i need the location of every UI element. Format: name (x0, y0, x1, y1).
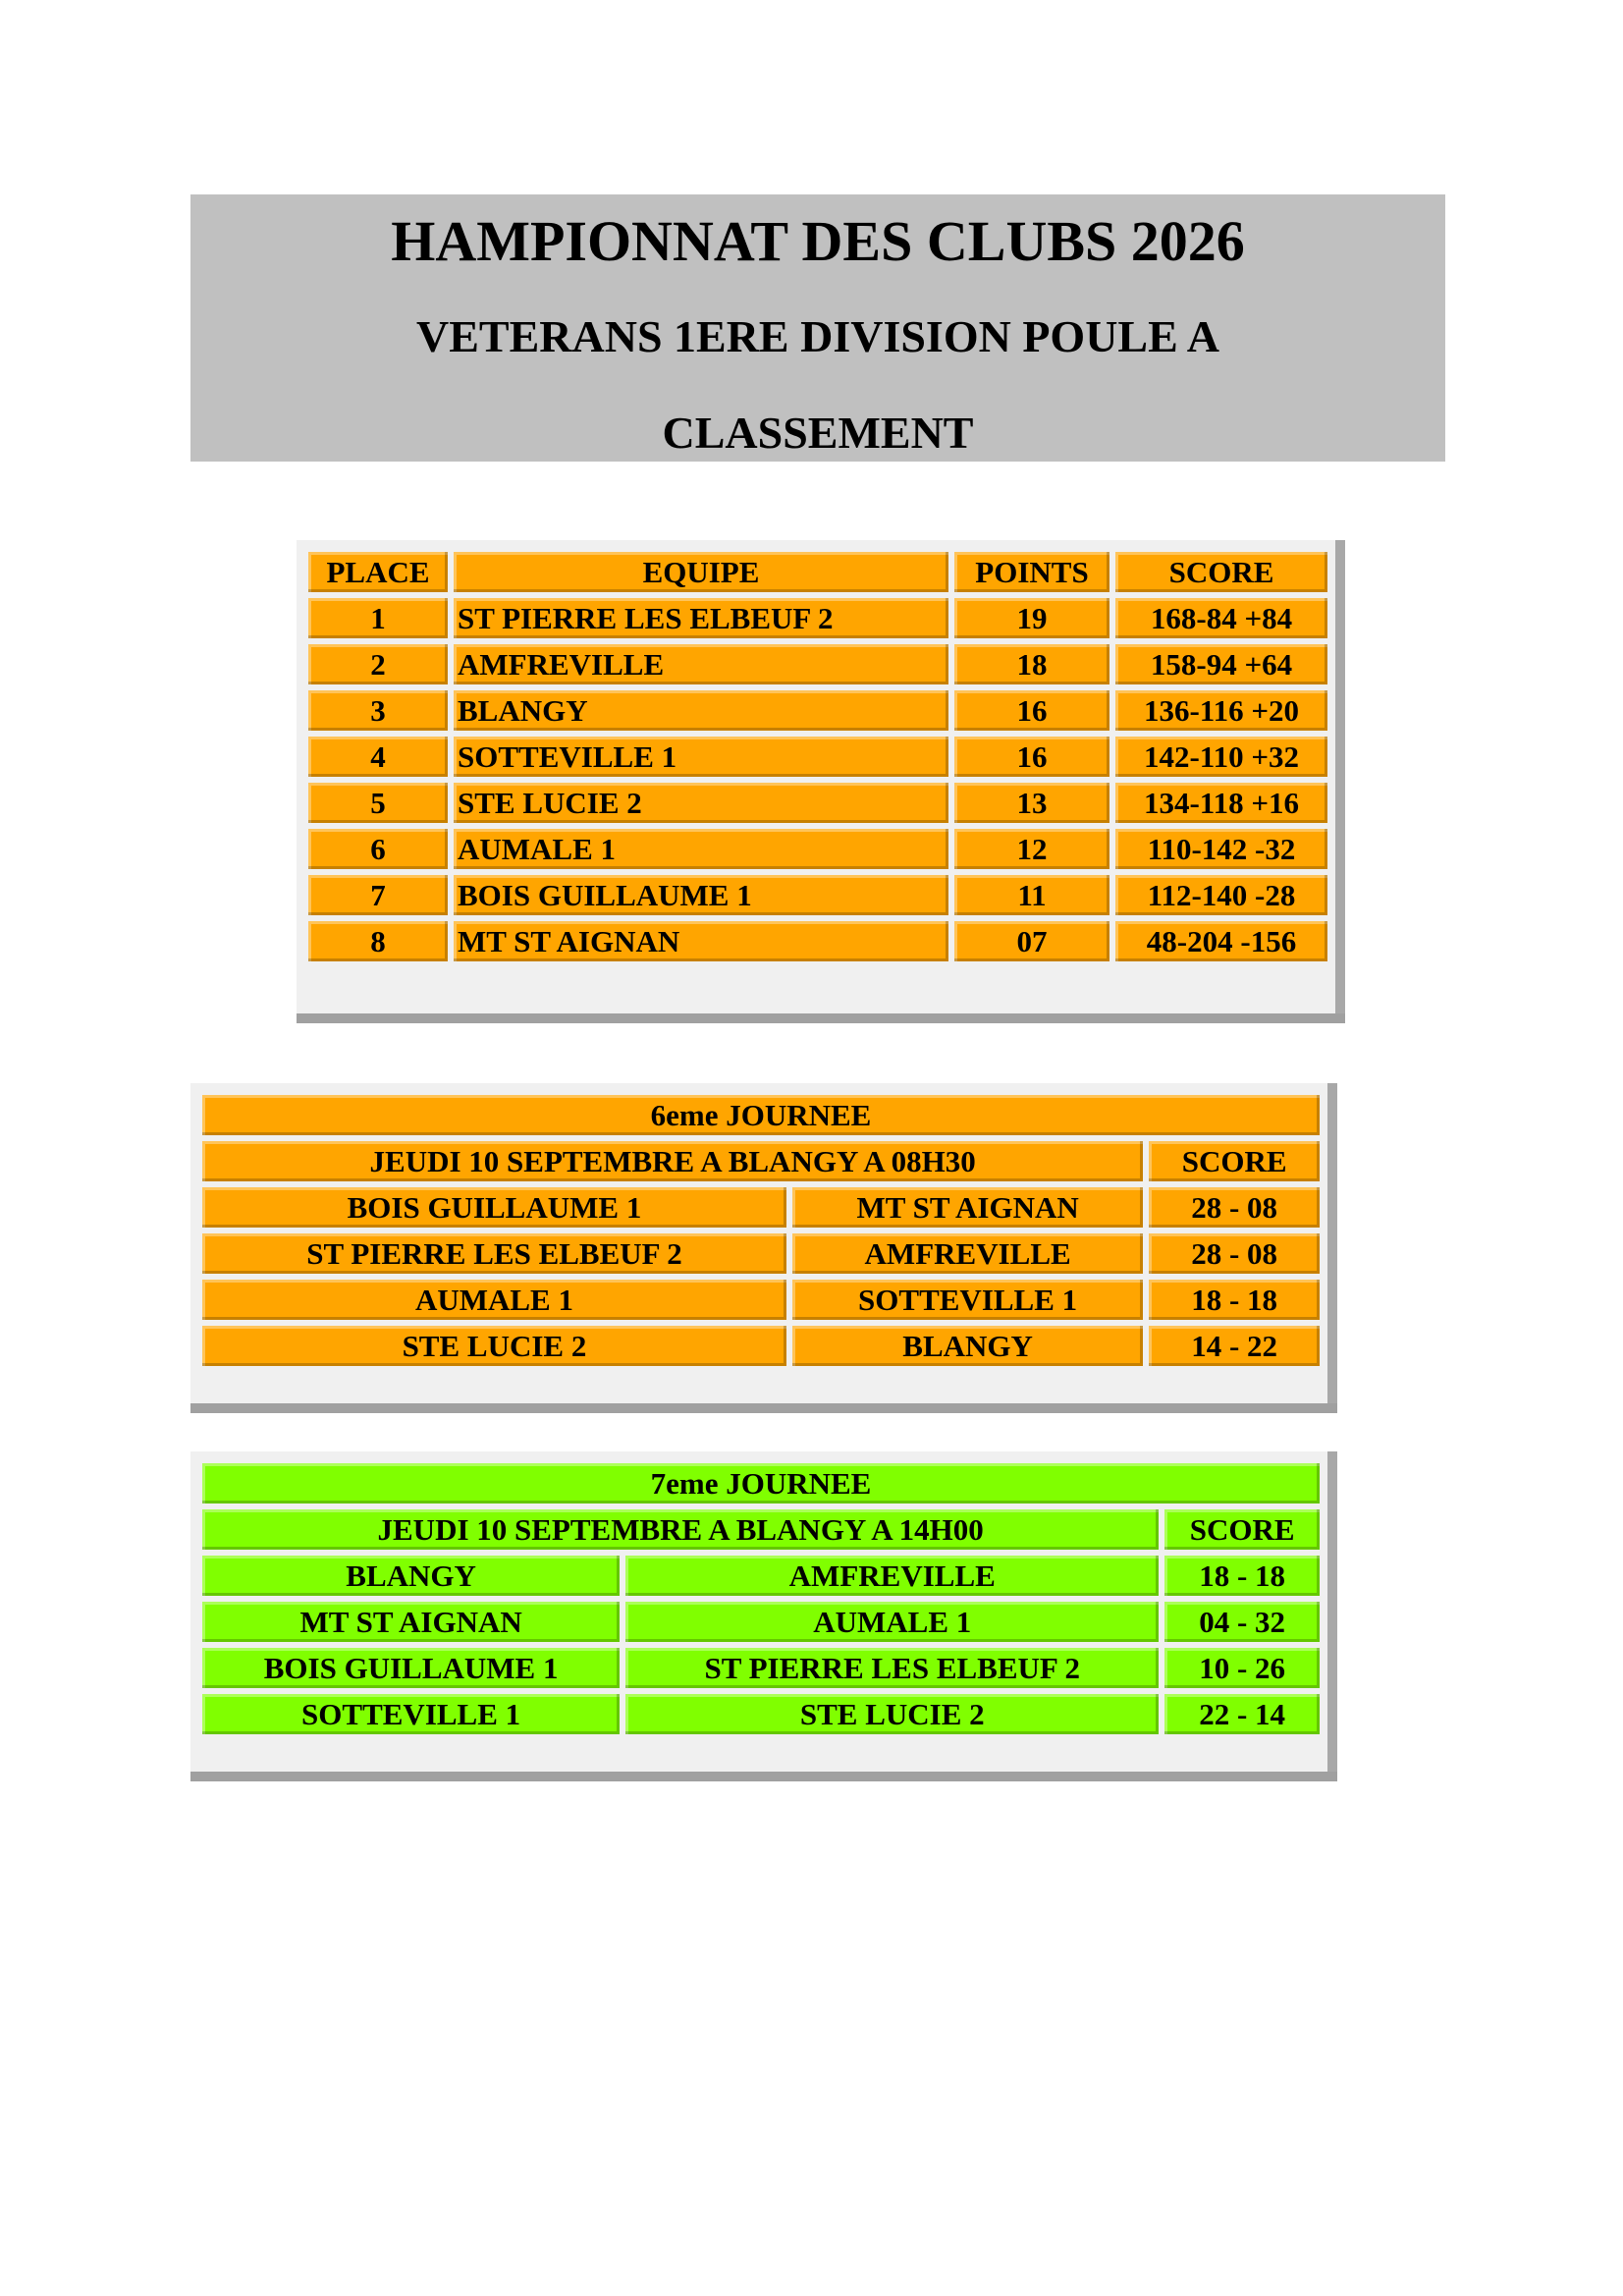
table-row (308, 644, 1327, 684)
team-cell: BLANGY (454, 690, 948, 731)
place-cell: 4 (308, 737, 448, 777)
away-team: AUMALE 1 (625, 1602, 1159, 1642)
points-cell: 11 (954, 875, 1109, 915)
points-cell: 18 (954, 644, 1109, 684)
match-score: 18 - 18 (1164, 1556, 1320, 1596)
table-row (308, 737, 1327, 777)
section-title: CLASSEMENT (662, 408, 974, 458)
page-header (190, 194, 1445, 462)
match-score: 10 - 26 (1164, 1648, 1320, 1688)
team-cell: AUMALE 1 (454, 829, 948, 869)
match-score: 28 - 08 (1149, 1187, 1320, 1228)
journee-title: 6eme JOURNEE (202, 1095, 1320, 1135)
score-cell: 110-142 -32 (1115, 829, 1327, 869)
journee-title-row (202, 1095, 1320, 1135)
table-row (308, 875, 1327, 915)
journee-info: JEUDI 10 SEPTEMBRE A BLANGY A 08H30 (202, 1141, 1143, 1181)
column-header-points: POINTS (954, 552, 1109, 592)
journee-info-row (202, 1141, 1320, 1181)
match-row (202, 1648, 1320, 1688)
home-team: AUMALE 1 (202, 1280, 786, 1320)
journee-title: 7eme JOURNEE (202, 1463, 1320, 1503)
place-cell: 3 (308, 690, 448, 731)
journee7-table (196, 1457, 1325, 1740)
match-row (202, 1602, 1320, 1642)
division-subtitle: VETERANS 1ERE DIVISION POULE A (416, 311, 1219, 361)
page-title: HAMPIONNAT DES CLUBS 2026 (391, 209, 1245, 273)
away-team: AMFREVILLE (792, 1233, 1143, 1274)
table-row (308, 598, 1327, 638)
away-team: ST PIERRE LES ELBEUF 2 (625, 1648, 1159, 1688)
match-score: 18 - 18 (1149, 1280, 1320, 1320)
match-row (202, 1326, 1320, 1366)
score-cell: 134-118 +16 (1115, 783, 1327, 823)
score-cell: 142-110 +32 (1115, 737, 1327, 777)
away-team: BLANGY (792, 1326, 1143, 1366)
score-cell: 158-94 +64 (1115, 644, 1327, 684)
match-score: 28 - 08 (1149, 1233, 1320, 1274)
standings-frame (297, 540, 1345, 1023)
match-row (202, 1694, 1320, 1734)
place-cell: 1 (308, 598, 448, 638)
score-header: SCORE (1149, 1141, 1320, 1181)
column-header-score: SCORE (1115, 552, 1327, 592)
table-header-row (308, 552, 1327, 592)
journee7-frame (190, 1451, 1337, 1781)
match-row (202, 1187, 1320, 1228)
place-cell: 5 (308, 783, 448, 823)
journee6-frame (190, 1083, 1337, 1413)
match-row (202, 1233, 1320, 1274)
journee-info: JEUDI 10 SEPTEMBRE A BLANGY A 14H00 (202, 1509, 1159, 1550)
team-cell: MT ST AIGNAN (454, 921, 948, 961)
home-team: STE LUCIE 2 (202, 1326, 786, 1366)
team-cell: BOIS GUILLAUME 1 (454, 875, 948, 915)
points-cell: 19 (954, 598, 1109, 638)
home-team: ST PIERRE LES ELBEUF 2 (202, 1233, 786, 1274)
team-cell: ST PIERRE LES ELBEUF 2 (454, 598, 948, 638)
match-score: 22 - 14 (1164, 1694, 1320, 1734)
match-score: 14 - 22 (1149, 1326, 1320, 1366)
home-team: BOIS GUILLAUME 1 (202, 1648, 620, 1688)
away-team: AMFREVILLE (625, 1556, 1159, 1596)
away-team: MT ST AIGNAN (792, 1187, 1143, 1228)
score-header: SCORE (1164, 1509, 1320, 1550)
score-cell: 112-140 -28 (1115, 875, 1327, 915)
place-cell: 7 (308, 875, 448, 915)
points-cell: 13 (954, 783, 1109, 823)
team-cell: AMFREVILLE (454, 644, 948, 684)
points-cell: 16 (954, 737, 1109, 777)
home-team: BOIS GUILLAUME 1 (202, 1187, 786, 1228)
match-score: 04 - 32 (1164, 1602, 1320, 1642)
score-cell: 136-116 +20 (1115, 690, 1327, 731)
journee6-table (196, 1089, 1325, 1372)
away-team: STE LUCIE 2 (625, 1694, 1159, 1734)
team-cell: STE LUCIE 2 (454, 783, 948, 823)
place-cell: 2 (308, 644, 448, 684)
points-cell: 16 (954, 690, 1109, 731)
home-team: SOTTEVILLE 1 (202, 1694, 620, 1734)
points-cell: 12 (954, 829, 1109, 869)
match-row (202, 1280, 1320, 1320)
points-cell: 07 (954, 921, 1109, 961)
standings-table (302, 546, 1333, 967)
table-row (308, 690, 1327, 731)
score-cell: 168-84 +84 (1115, 598, 1327, 638)
place-cell: 8 (308, 921, 448, 961)
column-header-place: PLACE (308, 552, 448, 592)
score-cell: 48-204 -156 (1115, 921, 1327, 961)
table-row (308, 829, 1327, 869)
away-team: SOTTEVILLE 1 (792, 1280, 1143, 1320)
home-team: BLANGY (202, 1556, 620, 1596)
match-row (202, 1556, 1320, 1596)
journee-title-row (202, 1463, 1320, 1503)
home-team: MT ST AIGNAN (202, 1602, 620, 1642)
column-header-team: EQUIPE (454, 552, 948, 592)
journee-info-row (202, 1509, 1320, 1550)
team-cell: SOTTEVILLE 1 (454, 737, 948, 777)
table-row (308, 921, 1327, 961)
table-row (308, 783, 1327, 823)
place-cell: 6 (308, 829, 448, 869)
